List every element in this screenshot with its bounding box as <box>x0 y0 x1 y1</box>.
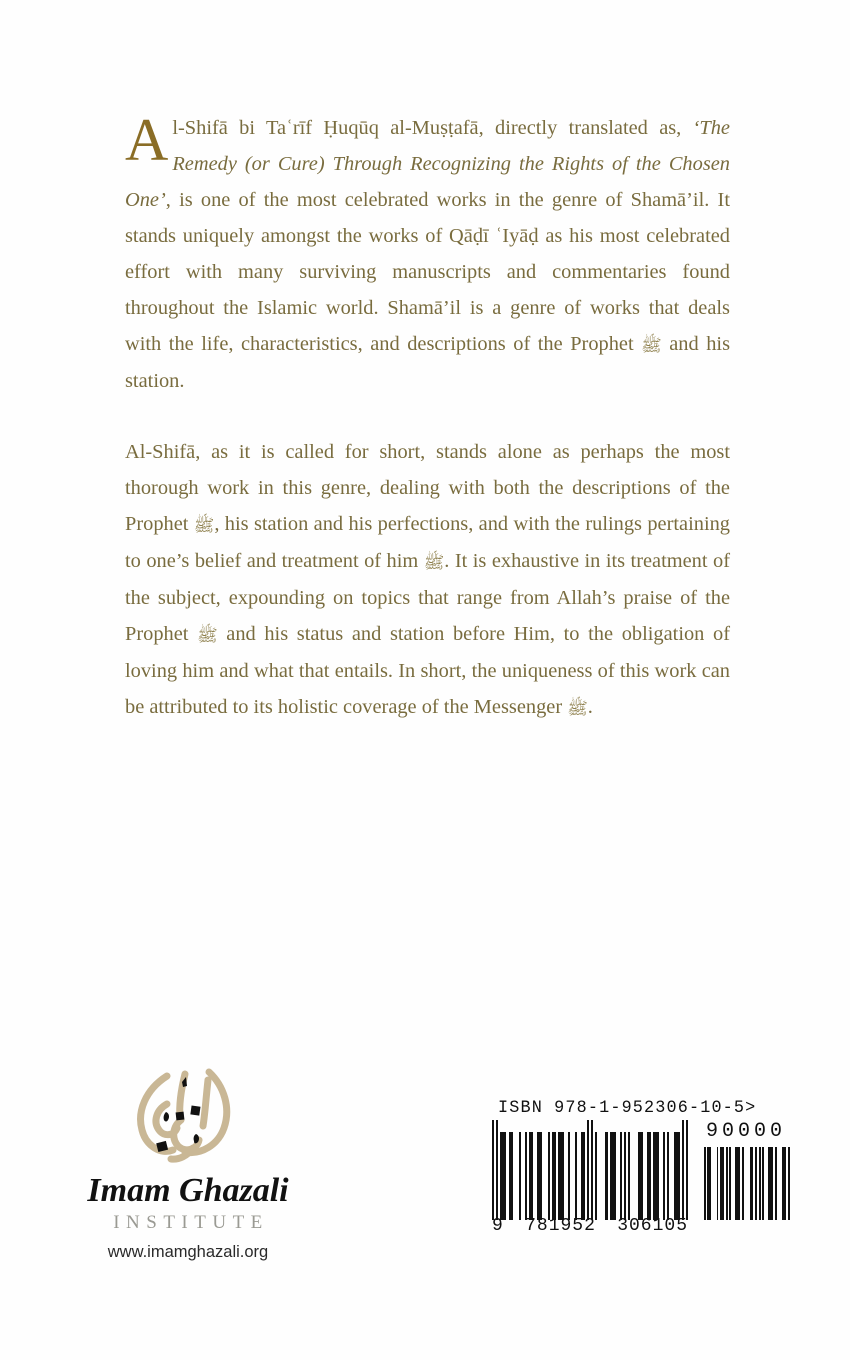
book-title-translation: ‘The Remedy (or Cure) Through Recognizing the Rights of the Chosen One’ <box>125 117 730 211</box>
ean5-addon-barcode <box>702 1120 790 1220</box>
isbn-text-line: ISBN 978-1-952306-10-5> <box>498 1098 757 1118</box>
salawat-icon: ﷺ <box>641 336 662 356</box>
salawat-icon: ﷺ <box>197 626 218 646</box>
back-cover-blurb <box>125 107 731 726</box>
blurb-paragraph-1 <box>125 107 731 399</box>
paragraph-2-run-5: . <box>587 696 593 718</box>
imam-ghazali-calligraphy-logo-icon <box>123 1060 253 1168</box>
isbn-barcode-block <box>492 1098 792 1236</box>
publisher-name: Imam Ghazali <box>87 1172 289 1209</box>
paragraph-2-run-1: Al-Shifā, as it is called for short, stands alone as perhaps the most thorough work in this genre, dealing with both the descriptions of the Prophet <box>125 441 730 535</box>
blurb-paragraph-2 <box>125 434 730 726</box>
paragraph-1-run-3: and his station. <box>125 333 731 392</box>
ean13-barcode <box>492 1120 688 1236</box>
salawat-icon: ﷺ <box>193 516 215 536</box>
ean5-addon-bars <box>702 1147 790 1220</box>
ean13-group-2: 781952 <box>525 1216 596 1236</box>
publisher-website-url: www.imamghazali.org <box>107 1243 269 1261</box>
publisher-block <box>73 1060 303 1262</box>
ean13-group-3: 306105 <box>617 1216 688 1236</box>
ean13-bars <box>492 1120 688 1220</box>
barcode-row <box>492 1120 792 1236</box>
paragraph-2-run-4: and his status and station before Him, to the obligation of loving him and what that entails. In short, the uniqueness of this work can be attributed to its holistic coverage of the Messenger <box>125 623 731 718</box>
drop-cap-letter: A <box>125 107 169 173</box>
salawat-icon: ﷺ <box>423 553 445 573</box>
paragraph-1-run-1: l-Shifā bi Taʿrīf Ḥuqūq al-Muṣṭafā, directly translated as, <box>172 117 693 139</box>
salawat-icon: ﷺ <box>567 699 588 719</box>
ean13-group-1: 9 <box>492 1216 504 1236</box>
ean5-addon-digits: 90000 <box>705 1120 786 1143</box>
paragraph-2-run-2: , his station and his perfections, and with the rulings pertaining to one’s belief and treatment of him <box>125 513 731 572</box>
paragraph-1-run-2: , is one of the most celebrated works in the genre of Shamā’il. It stands uniquely amongst the works of Qāḍī ʿIyāḍ as his most celebrated effort with many surviving manuscripts and commentaries found throughout the Islamic world. Shamā’il is a genre of works that deals with the life, characteristics, and descriptions of the Prophet <box>125 189 730 355</box>
paragraph-2-run-3: . It is exhaustive in its treatment of the subject, expounding on topics that range from Allah’s praise of the Prophet <box>125 550 730 645</box>
publisher-subtitle: INSTITUTE <box>113 1212 269 1233</box>
